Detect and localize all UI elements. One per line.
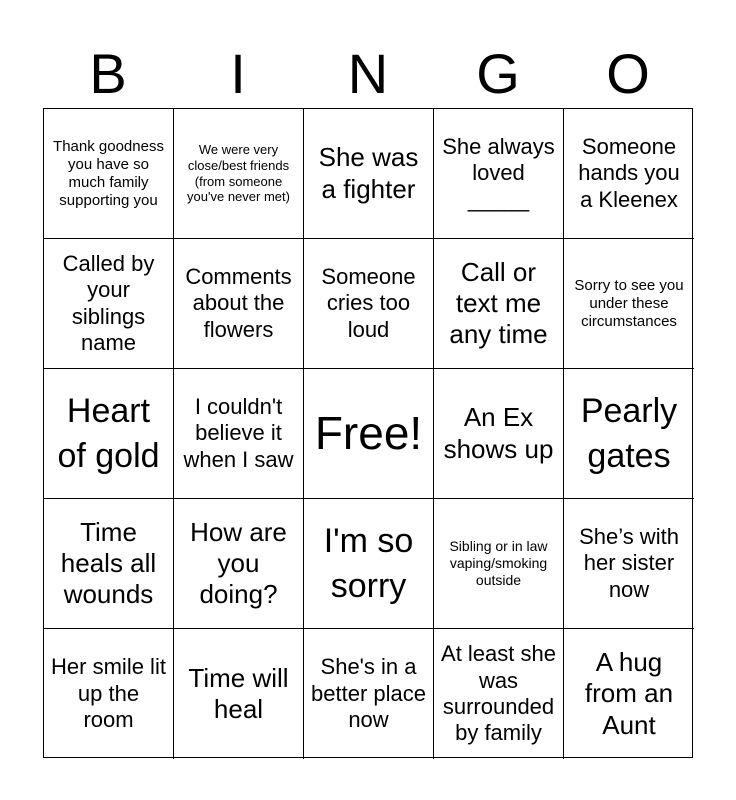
header-letter-o: O <box>606 42 650 105</box>
bingo-cell[interactable]: Someone hands you a Kleenex <box>564 109 694 239</box>
bingo-cell[interactable]: At least she was surrounded by family <box>434 629 564 759</box>
header-letter-b: B <box>89 42 127 105</box>
bingo-cell[interactable]: She always loved _____ <box>434 109 564 239</box>
bingo-cell[interactable]: A hug from an Aunt <box>584 647 674 740</box>
bingo-cell[interactable]: Her smile lit up the room <box>44 629 174 759</box>
bingo-cell[interactable]: Sorry to see you under these circumstances <box>564 239 694 369</box>
bingo-board <box>43 108 693 758</box>
free-space[interactable]: Free! <box>304 369 434 499</box>
bingo-cell[interactable]: She was a fighter <box>304 109 434 239</box>
bingo-cell[interactable]: She's in a better place now <box>304 629 434 759</box>
bingo-cell[interactable]: She’s with her sister now <box>564 499 694 629</box>
header-letter-i: I <box>230 42 246 105</box>
header-letter-n: N <box>347 42 389 105</box>
bingo-header <box>43 40 693 108</box>
bingo-cell[interactable]: Thank goodness you have so much family supporting you <box>44 109 174 239</box>
bingo-cell[interactable]: Comments about the flowers <box>174 239 304 369</box>
bingo-cell[interactable]: An Ex shows up <box>434 369 564 499</box>
bingo-cell[interactable]: Someone cries too loud <box>304 239 434 369</box>
bingo-cell[interactable]: We were very close/best friends (from someone you've never met) <box>174 109 304 239</box>
bingo-cell[interactable]: Time heals all wounds <box>44 499 174 629</box>
bingo-cell[interactable]: How are you doing? <box>174 499 304 629</box>
bingo-cell[interactable]: Called by your siblings name <box>44 239 174 369</box>
bingo-cell[interactable]: Heart of gold <box>44 369 174 499</box>
bingo-cell[interactable]: I'm so sorry <box>304 499 434 629</box>
bingo-cell[interactable]: Pearly gates <box>564 369 694 499</box>
bingo-cell[interactable]: Sibling or in law vaping/smoking outside <box>434 499 564 629</box>
bingo-cell[interactable]: Time will heal <box>174 629 304 759</box>
header-letter-g: G <box>476 42 520 105</box>
bingo-cell[interactable]: Call or text me any time <box>434 239 564 369</box>
bingo-cell[interactable]: I couldn't believe it when I saw <box>174 369 304 499</box>
